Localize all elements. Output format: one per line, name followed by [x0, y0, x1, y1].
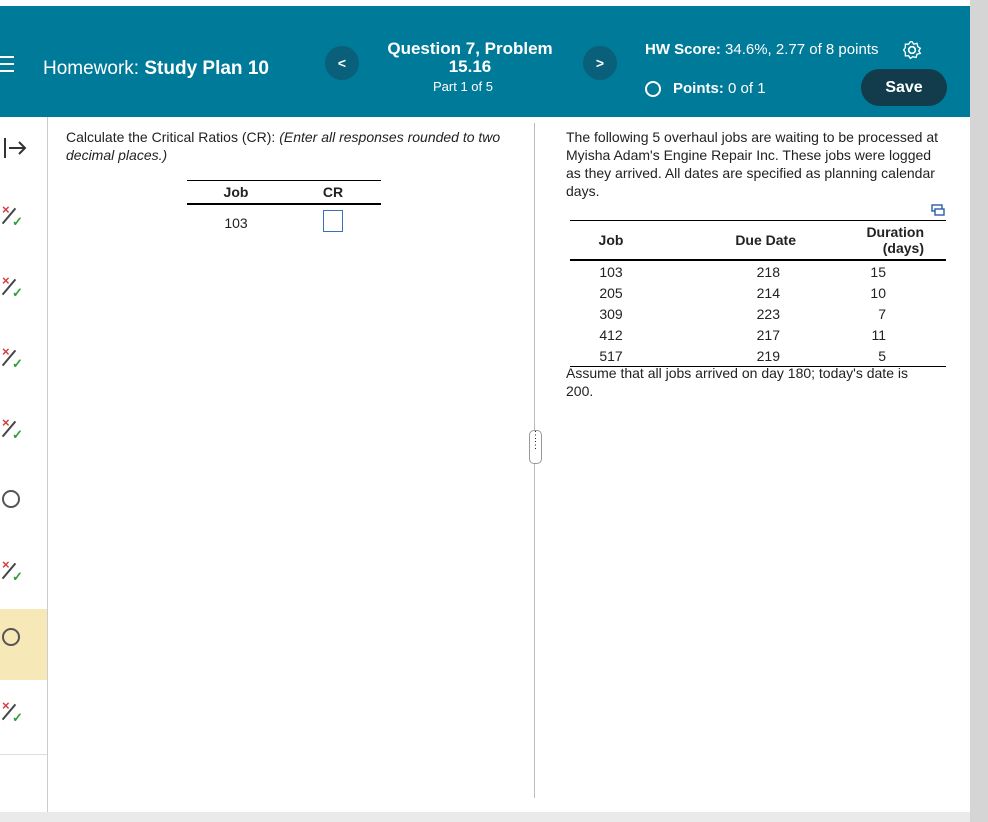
menu-icon[interactable]: [0, 56, 18, 74]
scrollbar[interactable]: [970, 0, 988, 822]
duration-cell: 11: [871, 326, 886, 343]
due-cell: 219: [652, 345, 822, 367]
partial-credit-icon: × ✓: [2, 344, 23, 371]
table-row: [570, 303, 946, 324]
problem-intro: The following 5 overhaul jobs are waiting to be processed at Myisha Adam's Engine Repair Inc. These jobs were logged as they arrived. All dates are specified as planning calendar days.: [566, 129, 938, 199]
job-cell: 517: [570, 345, 652, 367]
table-row: [187, 204, 381, 240]
job-cell: 103: [599, 263, 623, 280]
table-row: [570, 324, 946, 345]
divider-drag-handle[interactable]: ⋮ ⋮: [529, 430, 542, 464]
homework-prefix: Homework:: [43, 58, 140, 79]
expand-sidebar-icon[interactable]: [2, 135, 28, 161]
hw-score-label: HW Score:: [645, 41, 721, 58]
sidebar-question-4[interactable]: [0, 400, 47, 471]
cr-job-cell: 103: [224, 214, 248, 231]
assumption-text: Assume that all jobs arrived on day 180; today's date is 200.: [566, 365, 908, 399]
hw-score-value: 34.6%, 2.77 of 8 points: [725, 41, 879, 58]
header-bar: [0, 6, 970, 117]
duration-cell: 15: [870, 263, 886, 280]
jobs-header-due: Due Date: [652, 221, 822, 261]
points: [645, 80, 766, 97]
previous-question-button[interactable]: <: [325, 46, 359, 80]
unanswered-icon: [2, 490, 20, 508]
due-cell: 217: [756, 326, 780, 343]
table-row: [570, 282, 946, 303]
sidebar-question-5[interactable]: [0, 471, 47, 542]
partial-credit-icon: × ✓: [2, 698, 23, 725]
partial-credit-icon: × ✓: [2, 557, 23, 584]
due-cell: 218: [756, 263, 780, 280]
cr-table-header-cr: CR: [285, 181, 381, 205]
sidebar-question-8[interactable]: [0, 683, 47, 755]
sidebar-question-3[interactable]: [0, 329, 47, 400]
question-part: Part 1 of 5: [433, 79, 493, 94]
jobs-header-duration: Duration (days): [822, 221, 946, 261]
jobs-header-job: Job: [570, 221, 652, 261]
job-cell: 412: [599, 326, 623, 343]
partial-credit-icon: × ✓: [2, 273, 23, 300]
gear-icon[interactable]: [902, 40, 922, 60]
save-button[interactable]: Save: [861, 69, 947, 106]
table-row: [570, 260, 946, 282]
hw-score: [645, 40, 915, 60]
question-instructions: [66, 128, 506, 164]
question-title: Question 7, Problem 15.16: [387, 39, 553, 76]
cr-table: [187, 180, 381, 240]
due-cell: 214: [756, 284, 780, 301]
cr-table-header-job: Job: [187, 181, 285, 205]
question-sidebar: [0, 117, 48, 812]
sidebar-question-6[interactable]: [0, 542, 47, 613]
duration-cell: 5: [822, 345, 946, 367]
homework-name: Study Plan 10: [144, 58, 269, 79]
job-cell: 309: [599, 305, 623, 322]
cr-answer-input[interactable]: [323, 210, 343, 232]
instruction-note: (Enter all responses rounded to two decimal places.): [66, 129, 501, 163]
job-cell: 205: [599, 284, 623, 301]
homework-title: [43, 58, 269, 80]
sidebar-question-2[interactable]: [0, 258, 47, 329]
unanswered-icon: [2, 628, 20, 646]
instruction-text: Calculate the Critical Ratios (CR):: [66, 129, 276, 145]
jobs-table: [570, 220, 946, 367]
duration-cell: 10: [870, 284, 886, 301]
partial-credit-icon: × ✓: [2, 415, 23, 442]
partial-credit-icon: × ✓: [2, 202, 23, 229]
sidebar-question-7[interactable]: [0, 609, 47, 680]
next-question-button[interactable]: >: [583, 46, 617, 80]
copy-table-icon[interactable]: [931, 204, 945, 216]
points-status-icon: [645, 81, 661, 97]
points-value: 0 of 1: [728, 80, 766, 97]
points-label: Points:: [673, 80, 724, 97]
duration-cell: 7: [878, 305, 886, 322]
sidebar-question-1[interactable]: [0, 187, 47, 258]
due-cell: 223: [756, 305, 780, 322]
bottom-band: [0, 812, 970, 822]
